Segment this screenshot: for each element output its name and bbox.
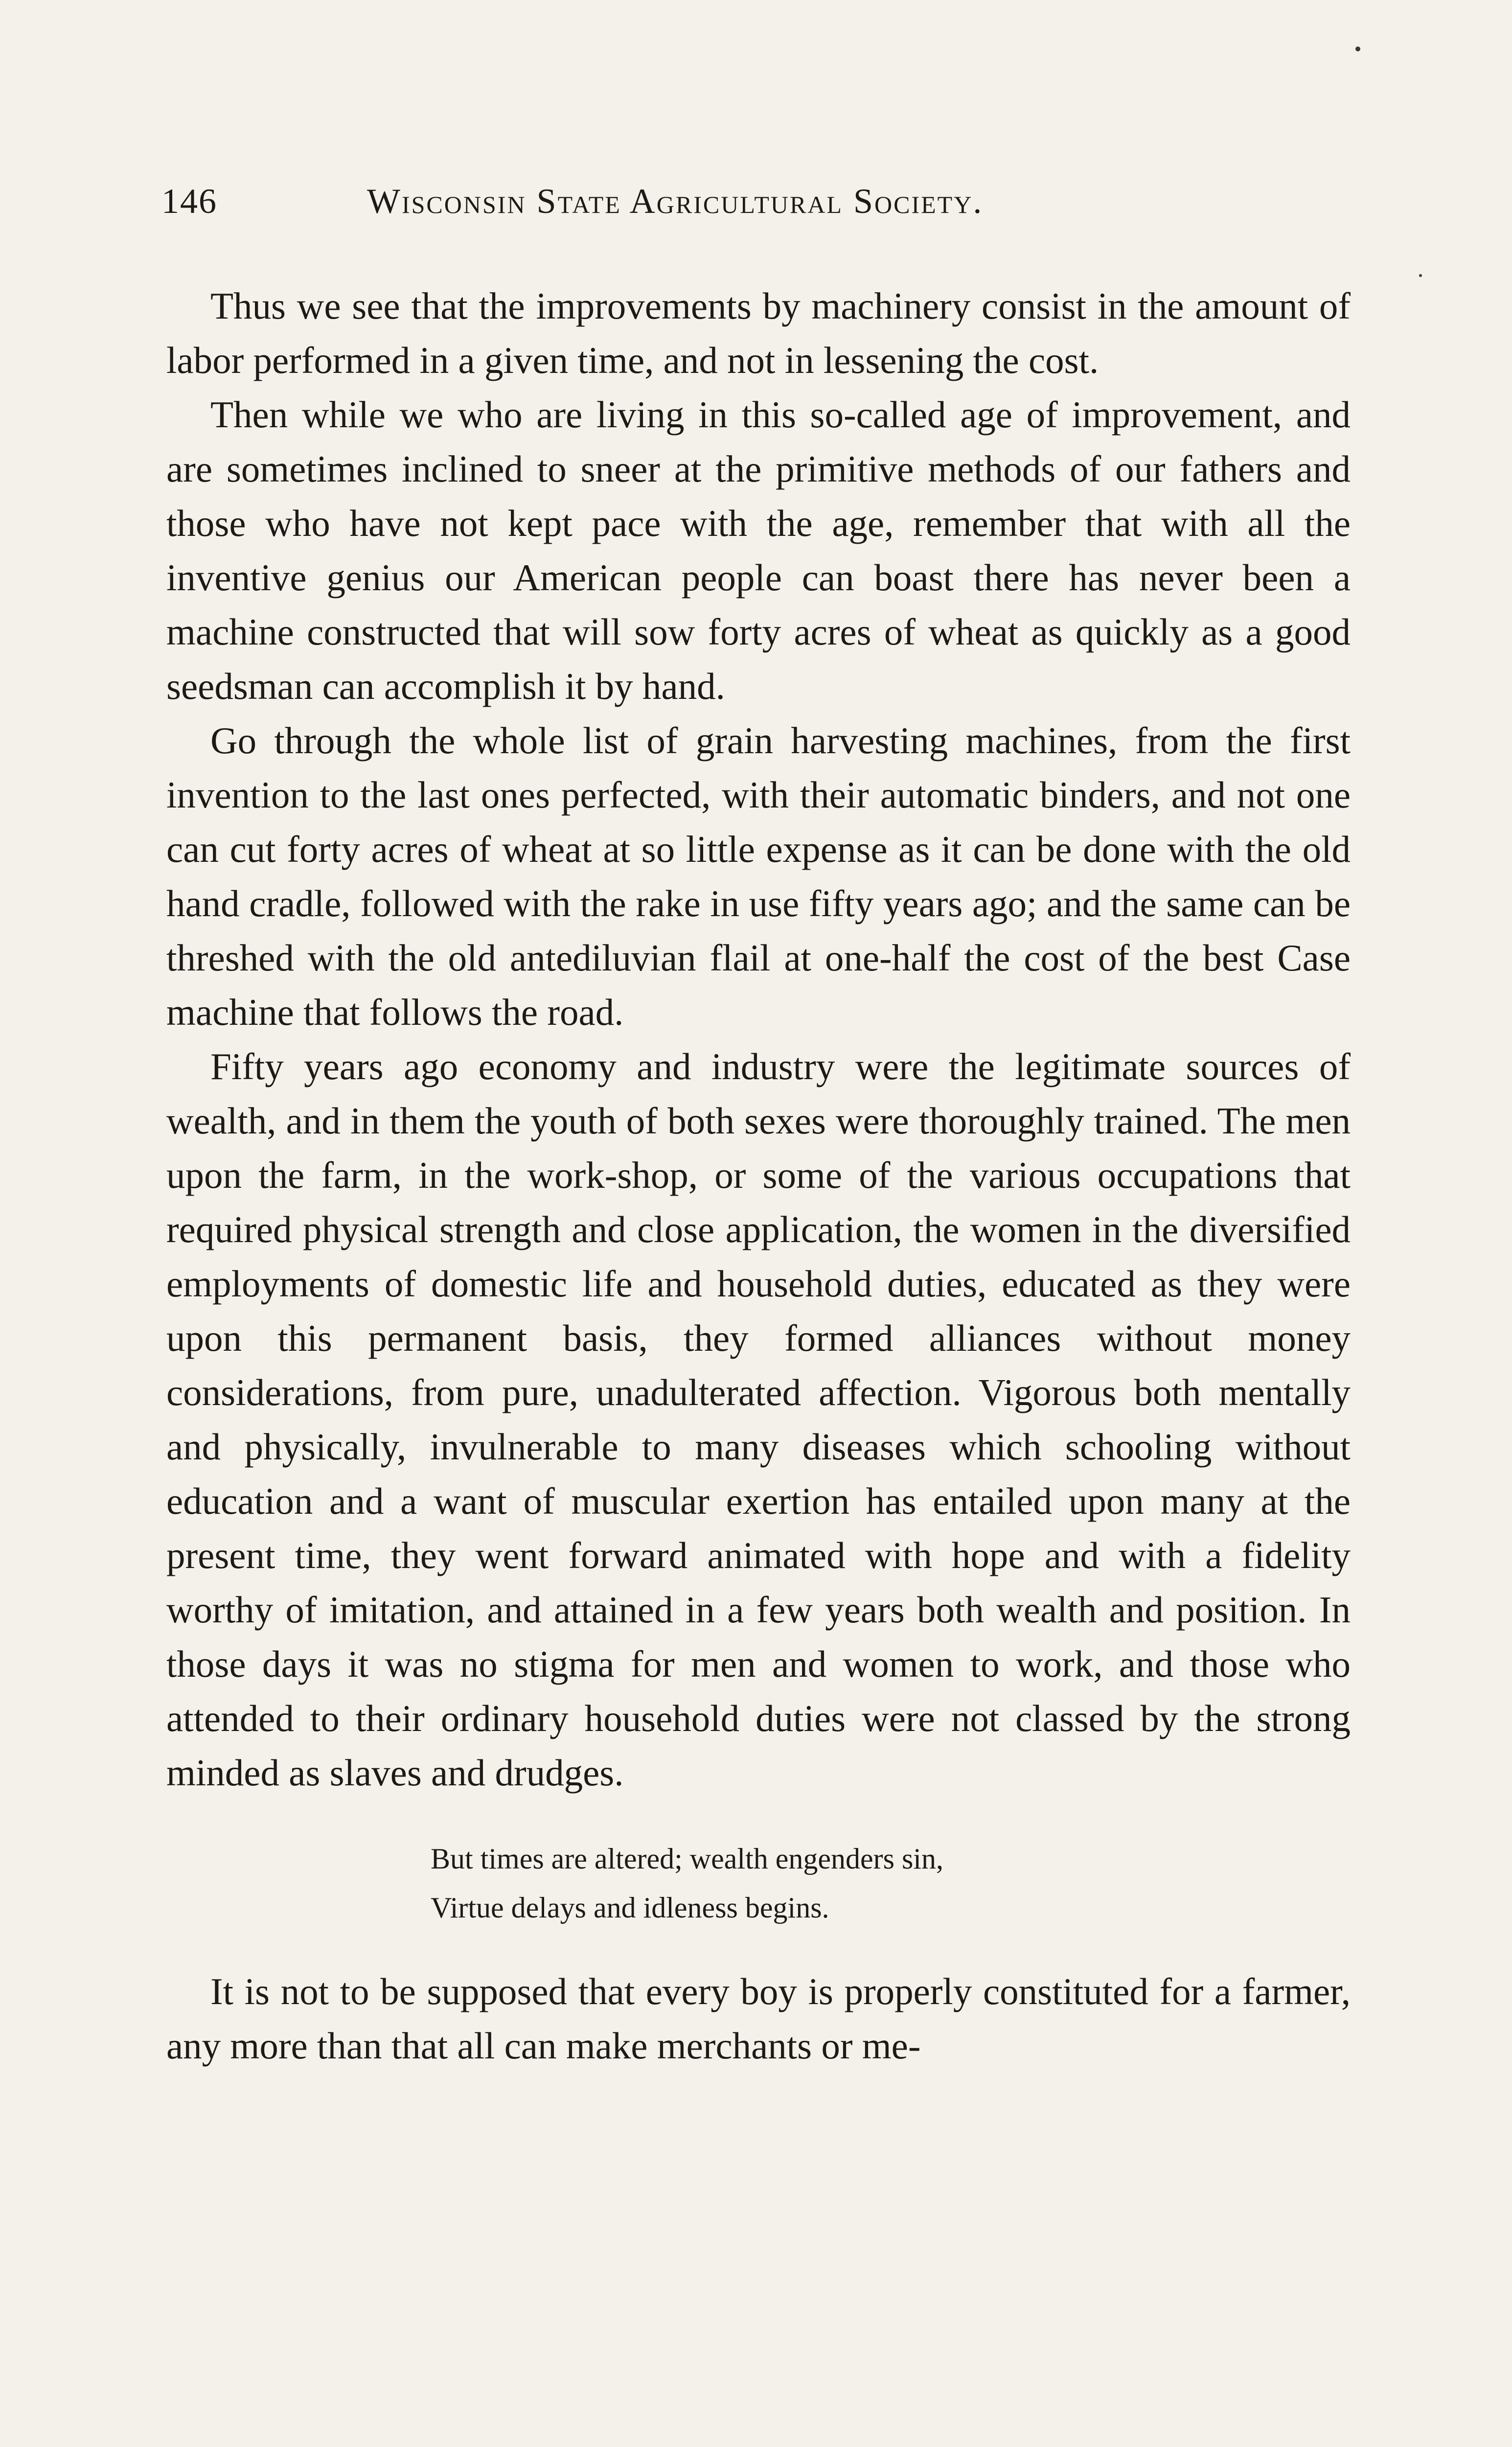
paragraph-closing: It is not to be supposed that every boy is properly constituted for a farmer, any more than that all can make merchants or me- [166, 1970, 1351, 2067]
page-header [161, 181, 1365, 235]
page-number: 146 [161, 182, 217, 221]
paragraph-machinery: Thus we see that the improvements by machinery consist in the amount of labor performed in a given time, and not in lessening the cost. [166, 285, 1351, 381]
print-speck [1355, 46, 1360, 51]
paragraph-harvesting-machines: Go through the whole list of grain harvesting machines, from the first invention to the last ones perfected, with their automatic binders, and not one can cut forty acres of wheat at so little expense as it can be done with the old hand cradle, followed with the rake in use fifty years ago; and the same can be threshed with the old antediluvian flail at one-half the cost of the best Case machine that follows the road. [166, 719, 1351, 1033]
paragraph-improvement-age: Then while we who are living in this so-called age of improvement, and are sometimes inclined to sneer at the primitive methods of our fathers and those who have not kept pace with the age, remember that with all the inventive genius our American people can boast there has never been a machine constructed that will sow forty acres of wheat as quickly as a good seedsman can accomplish it by hand. [166, 393, 1351, 707]
running-head: Wisconsin State Agricultural Society. [367, 182, 984, 221]
paragraph-fifty-years-ago: Fifty years ago economy and industry were the legitimate sources of wealth, and in them the youth of both sexes were thoroughly trained. The men upon the farm, in the work-shop, or some of the various occupations that required physical strength and close application, the women in the diversified employments of domestic life and household duties, educated as they were upon this permanent basis, they formed alliances without money considerations, from pure, unadulterated affection. Vigorous both mentally and physically, invulnerable to many diseases which schooling without education and a want of muscular exertion has entailed upon many at the present time, they went forward animated with hope and with a fidelity worthy of imitation, and attained in a few years both wealth and position. In those days it was no stigma for men and women to work, and those who attended to their ordinary household duties were not classed by the strong minded as slaves and drudges. [166, 1045, 1351, 1794]
print-speck [1419, 274, 1422, 277]
verse-line-1: But times are altered; wealth engenders sin, [431, 1843, 943, 1875]
body-text [166, 279, 1351, 2073]
verse-quotation [431, 1834, 1351, 1932]
verse-line-2: Virtue delays and idleness begins. [431, 1892, 829, 1924]
